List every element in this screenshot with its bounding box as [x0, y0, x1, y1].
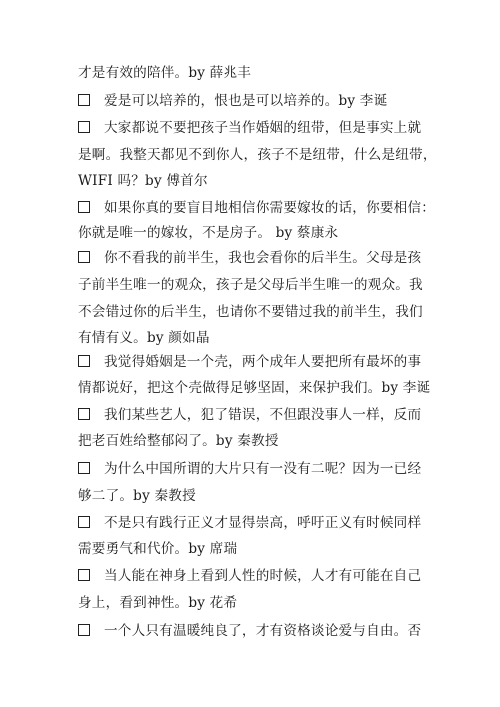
- text-line: 是啊。我整天都见不到你人，孩子不是纽带，什么是纽带，: [78, 147, 437, 163]
- quote-item: 我们某些艺人，犯了错误，不但跟没事人一样，反而: [78, 406, 421, 424]
- text-line: 你就是唯一的嫁妆，不是房子。 by 蔡康永: [78, 225, 339, 241]
- quote-item: 如果你真的要盲目地相信你需要嫁妆的话，你要相信：: [78, 199, 435, 217]
- text-line: 才是有效的陪伴。by 薛兆丰: [78, 65, 252, 81]
- checkbox-icon: [78, 624, 90, 636]
- quote-item: 不是只有践行正义才显得崇高，呼吁正义有时候同样: [78, 514, 421, 532]
- text-line: 把老百姓给整郁闷了。by 秦教授: [78, 433, 279, 449]
- text-line: 情都说好，把这个壳做得足够坚固，来保护我们。by 李诞: [78, 380, 431, 396]
- text-line: 不会错过你的后半生，也请你不要错过我的前半生，我们: [78, 304, 423, 320]
- checkbox-icon: [78, 408, 90, 420]
- text-line: 够二了。by 秦教授: [78, 488, 196, 504]
- text-line: 需要勇气和代价。by 席瑞: [78, 541, 238, 557]
- quote-item: 爱是可以培养的，恨也是可以培养的。by 李诞: [78, 92, 387, 110]
- quote-item: 一个人只有温暖纯良了，才有资格谈论爱与自由。否: [78, 622, 421, 640]
- text-line: 身上，看到神性。by 花希: [78, 595, 238, 611]
- checkbox-icon: [78, 355, 90, 367]
- quote-item: 大家都说不要把孩子当作婚姻的纽带，但是事实上就: [78, 119, 421, 137]
- quote-item: 你不看我的前半生，我也会看你的后半生。父母是孩: [78, 249, 421, 267]
- checkbox-icon: [78, 94, 90, 106]
- checkbox-icon: [78, 462, 90, 474]
- checkbox-icon: [78, 201, 90, 213]
- text-line: 有情有义。by 颜如晶: [78, 330, 210, 346]
- checkbox-icon: [78, 251, 90, 263]
- quote-item: 当人能在神身上看到人性的时候，人才有可能在自己: [78, 567, 421, 585]
- quote-item: 我觉得婚姻是一个壳，两个成年人要把所有最坏的事: [78, 353, 421, 371]
- checkbox-icon: [78, 121, 90, 133]
- text-line: WIFI 吗？by 傅首尔: [78, 173, 208, 189]
- checkbox-icon: [78, 569, 90, 581]
- checkbox-icon: [78, 516, 90, 528]
- quote-item: 为什么中国所谓的大片只有一没有二呢？因为一已经: [78, 460, 421, 478]
- text-line: 子前半生唯一的观众，孩子是父母后半生唯一的观众。我: [78, 277, 423, 293]
